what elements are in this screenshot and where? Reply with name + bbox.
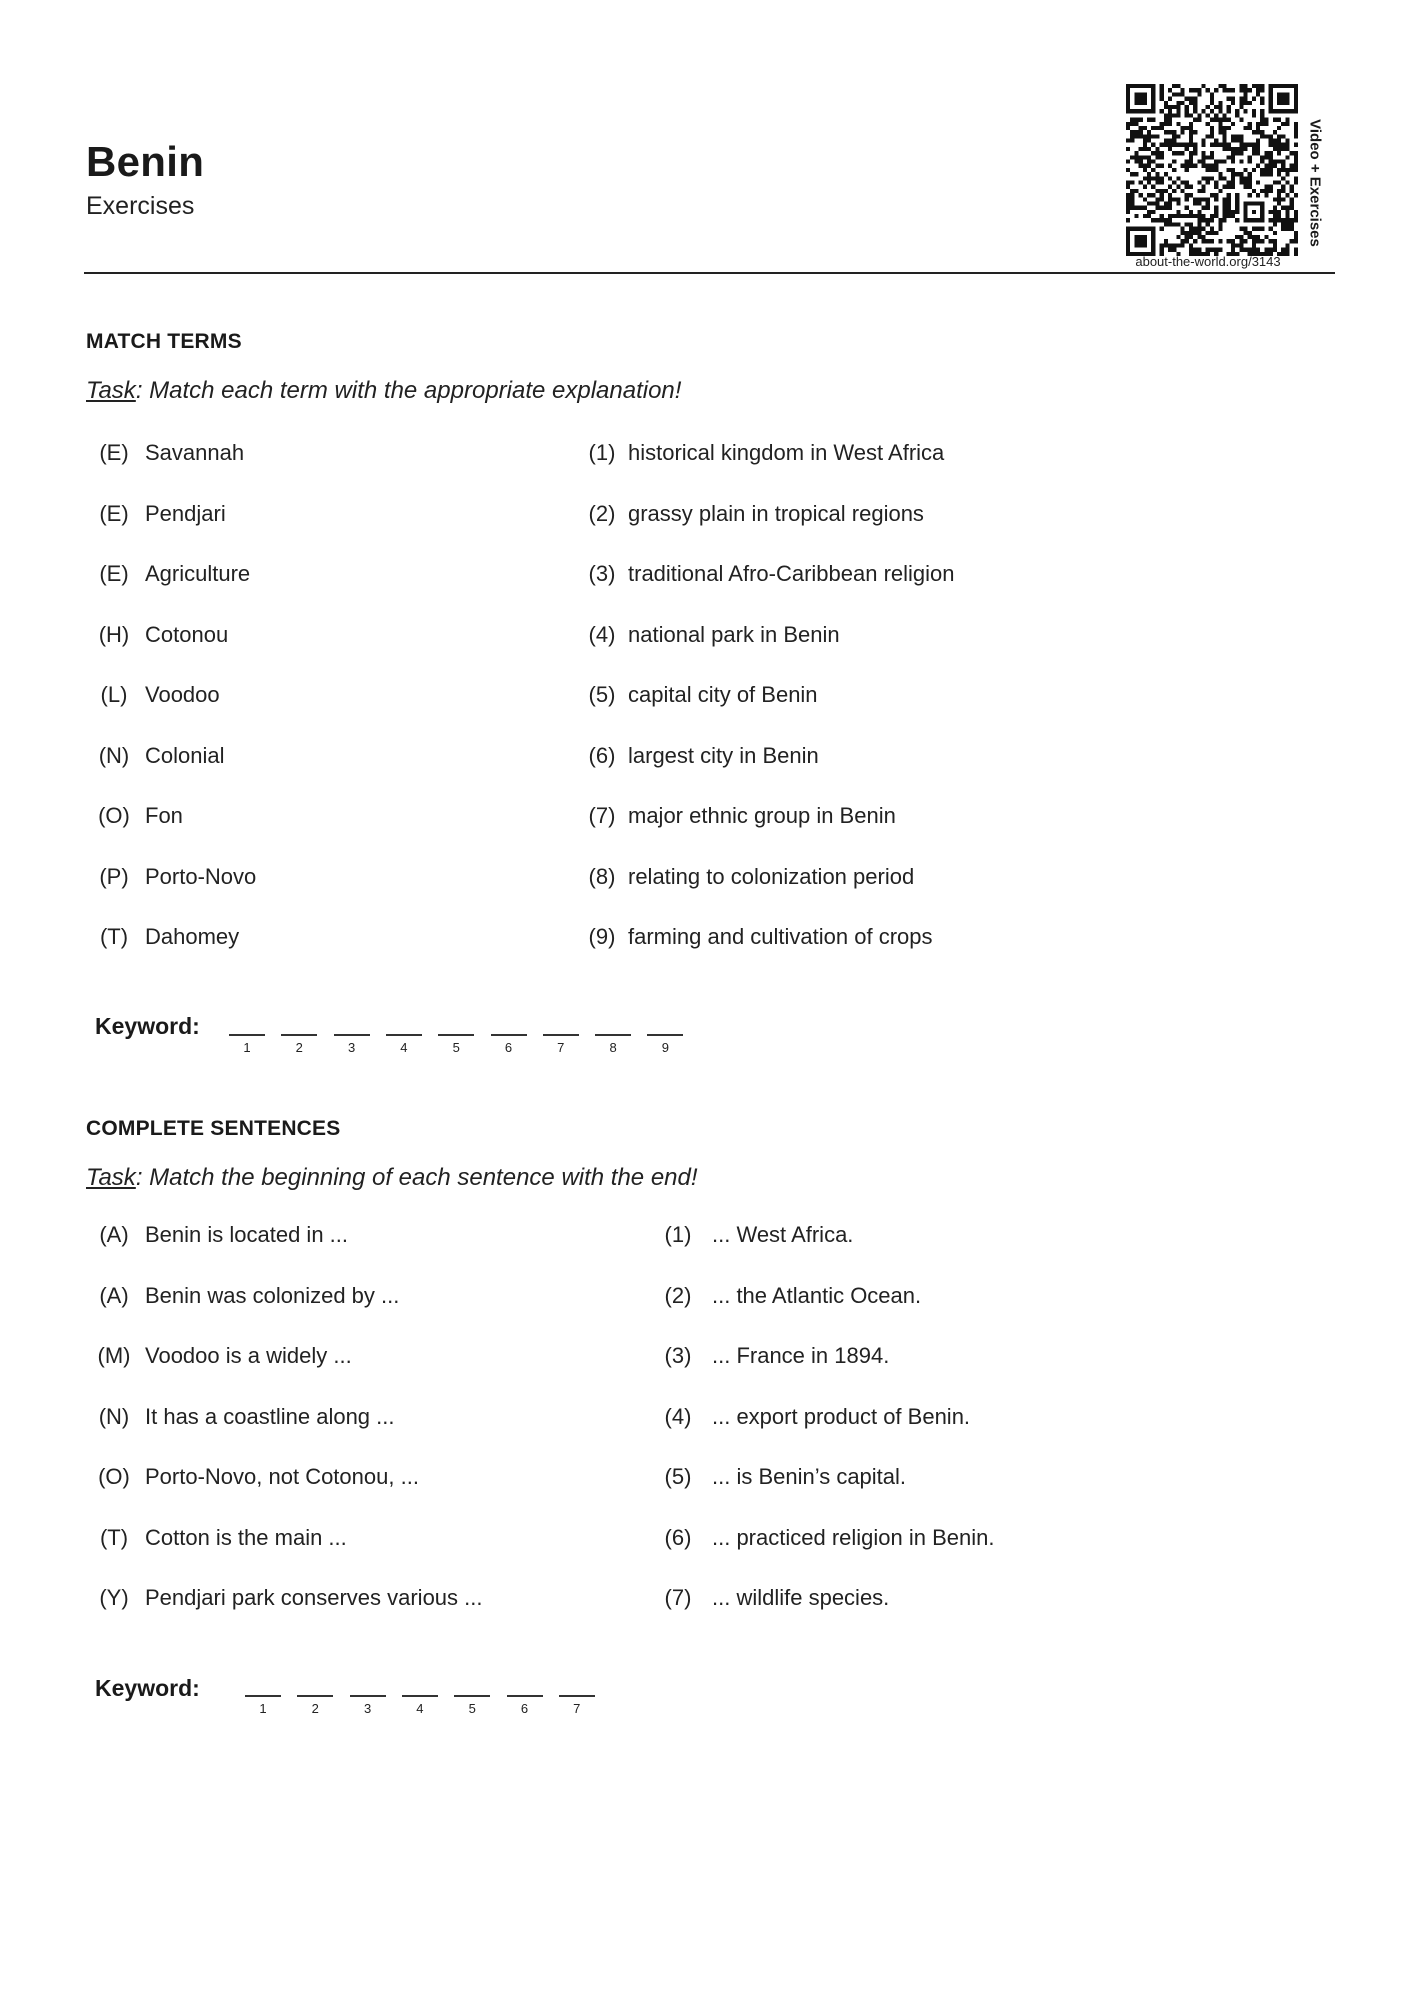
explanation-row-3 — [584, 561, 955, 587]
sentence-beginning-row-4 — [91, 1404, 395, 1430]
item-text: ... the Atlantic Ocean. — [712, 1282, 922, 1308]
item-text: Benin is located in ... — [145, 1222, 349, 1247]
item-number: (3) — [588, 561, 616, 586]
item-number: (7) — [664, 1585, 692, 1610]
item-text: ... export product of Benin. — [712, 1403, 971, 1429]
explanation-row-5 — [584, 682, 818, 708]
complete-sentences-heading: COMPLETE SENTENCES — [86, 1117, 341, 1140]
sentence-beginning-row-1 — [91, 1222, 348, 1248]
item-number: (9) — [588, 924, 616, 949]
item-number: (4) — [664, 1403, 692, 1429]
term-row-9 — [91, 924, 239, 950]
keyword-blank[interactable] — [559, 1695, 595, 1697]
item-letter: (E) — [99, 500, 129, 526]
item-number: (5) — [664, 1464, 692, 1489]
item-text: Porto-Novo — [145, 863, 257, 889]
item-text: Voodoo — [145, 682, 220, 707]
item-text: Agriculture — [145, 561, 251, 586]
item-text: grassy plain in tropical regions — [628, 500, 924, 526]
keyword-blank-number: 5 — [468, 1701, 476, 1716]
item-number: (1) — [588, 440, 616, 465]
keyword-blank[interactable] — [229, 1034, 265, 1036]
task-label: Task — [86, 377, 136, 404]
item-letter: (T) — [99, 924, 129, 949]
sentence-beginning-row-2 — [91, 1283, 399, 1309]
explanation-row-7 — [584, 803, 896, 829]
item-text: ... is Benin’s capital. — [712, 1464, 907, 1489]
keyword-blank[interactable] — [454, 1695, 490, 1697]
term-row-5 — [91, 682, 220, 708]
item-number: (7) — [588, 803, 616, 828]
item-text: historical kingdom in West Africa — [628, 440, 945, 465]
sentence-beginning-row-5 — [91, 1464, 419, 1490]
item-letter: (H) — [98, 621, 130, 647]
keyword-blank[interactable] — [543, 1034, 579, 1036]
sentence-ending-row-1 — [652, 1222, 853, 1248]
item-letter: (L) — [100, 682, 128, 707]
keyword-label: Keyword: — [95, 1675, 200, 1701]
term-row-4 — [91, 622, 228, 648]
item-text: relating to colonization period — [628, 863, 915, 889]
keyword-blank[interactable] — [595, 1034, 631, 1036]
keyword-blank[interactable] — [350, 1695, 386, 1697]
item-text: Pendjari — [145, 500, 226, 526]
item-letter: (A) — [99, 1222, 129, 1247]
item-text: farming and cultivation of crops — [628, 924, 933, 949]
item-text: Dahomey — [145, 924, 240, 949]
page-subtitle: Exercises — [86, 192, 195, 220]
keyword-blank[interactable] — [245, 1695, 281, 1697]
term-row-6 — [91, 743, 225, 769]
explanation-row-4 — [584, 622, 840, 648]
item-text: ... practiced religion in Benin. — [712, 1524, 995, 1550]
header-divider — [84, 272, 1335, 274]
item-letter: (N) — [98, 742, 130, 768]
term-row-8 — [91, 864, 256, 890]
keyword-blank[interactable] — [386, 1034, 422, 1036]
item-number: (2) — [664, 1282, 692, 1308]
term-row-2 — [91, 501, 226, 527]
keyword-blank-number: 2 — [311, 1701, 319, 1716]
item-text: Savannah — [145, 440, 245, 465]
task-text: : Match each term with the appropriate explanation! — [135, 377, 682, 404]
item-letter: (T) — [99, 1524, 129, 1550]
item-letter: (E) — [99, 561, 129, 586]
item-letter: (M) — [97, 1343, 131, 1368]
sentence-ending-row-5 — [652, 1464, 906, 1490]
explanation-row-8 — [584, 864, 914, 890]
item-number: (2) — [588, 500, 616, 526]
keyword-blank[interactable] — [402, 1695, 438, 1697]
item-text: Benin was colonized by ... — [145, 1282, 400, 1308]
keyword-blank[interactable] — [281, 1034, 317, 1036]
item-letter: (O) — [98, 803, 130, 828]
item-text: ... France in 1894. — [712, 1343, 890, 1368]
item-text: Colonial — [145, 742, 225, 768]
explanation-row-9 — [584, 924, 933, 950]
keyword-blank[interactable] — [438, 1034, 474, 1036]
item-text: Fon — [145, 803, 183, 828]
match-terms-task — [86, 377, 681, 405]
item-text: Cotton is the main ... — [145, 1524, 347, 1550]
item-letter: (A) — [99, 1282, 129, 1308]
sentence-ending-row-2 — [652, 1283, 921, 1309]
term-row-3 — [91, 561, 250, 587]
task-label: Task — [86, 1164, 136, 1191]
item-letter: (O) — [98, 1464, 130, 1489]
keyword-blank-number: 4 — [416, 1701, 424, 1716]
match-terms-heading: MATCH TERMS — [86, 330, 242, 353]
qr-side-label: Video + Exercises — [1306, 119, 1324, 247]
item-letter: (Y) — [99, 1585, 129, 1610]
keyword-blank[interactable] — [297, 1695, 333, 1697]
keyword-blank-number: 7 — [557, 1040, 565, 1055]
sentence-beginning-row-6 — [91, 1525, 347, 1551]
keyword-blank-number: 2 — [295, 1040, 303, 1055]
item-letter: (N) — [98, 1403, 130, 1429]
keyword-blank-number: 5 — [452, 1040, 460, 1055]
keyword-blank[interactable] — [491, 1034, 527, 1036]
explanation-row-2 — [584, 501, 924, 527]
item-letter: (P) — [99, 863, 129, 889]
sentence-ending-row-6 — [652, 1525, 995, 1551]
keyword-blank-number: 3 — [363, 1701, 372, 1716]
complete-sentences-task — [86, 1164, 698, 1192]
sentence-ending-row-7 — [652, 1585, 889, 1611]
item-text: ... wildlife species. — [712, 1585, 890, 1610]
keyword-blank-number: 4 — [400, 1040, 408, 1055]
item-number: (1) — [664, 1222, 692, 1247]
item-number: (3) — [664, 1343, 692, 1368]
item-text: Porto-Novo, not Cotonou, ... — [145, 1464, 419, 1489]
keyword-blank-number: 3 — [347, 1040, 356, 1055]
explanation-row-1 — [584, 440, 944, 466]
keyword-blank-number: 8 — [609, 1040, 617, 1055]
qr-code-icon[interactable] — [1126, 84, 1298, 256]
sentence-beginning-row-7 — [91, 1585, 483, 1611]
item-text: Pendjari park conserves various ... — [145, 1585, 483, 1610]
keyword-blank-number: 9 — [661, 1040, 669, 1055]
term-row-1 — [91, 440, 244, 466]
item-number: (5) — [588, 682, 616, 707]
sentence-ending-row-3 — [652, 1343, 889, 1369]
page-title: Benin — [86, 138, 205, 185]
task-text: : Match the beginning of each sentence with the end! — [135, 1164, 698, 1191]
item-text: national park in Benin — [628, 621, 840, 647]
keyword-blank[interactable] — [507, 1695, 543, 1697]
sentence-beginning-row-3 — [91, 1343, 352, 1369]
keyword-blank-number: 7 — [573, 1701, 581, 1716]
item-text: major ethnic group in Benin — [628, 803, 896, 828]
item-text: capital city of Benin — [628, 682, 818, 707]
term-row-7 — [91, 803, 183, 829]
keyword-blank[interactable] — [334, 1034, 370, 1036]
item-number: (4) — [588, 621, 616, 647]
keyword-label: Keyword: — [95, 1013, 200, 1039]
item-number: (8) — [588, 863, 616, 889]
keyword-blank[interactable] — [647, 1034, 683, 1036]
sentence-ending-row-4 — [652, 1404, 970, 1430]
keyword-blank-number: 6 — [520, 1701, 529, 1716]
item-number: (6) — [588, 742, 616, 768]
keyword-blank-number: 1 — [243, 1040, 251, 1055]
keyword-blank-number: 6 — [504, 1040, 513, 1055]
qr-url[interactable]: about-the-world.org/3143 — [1135, 254, 1281, 269]
keyword-blank-number: 1 — [259, 1701, 267, 1716]
item-text: traditional Afro-Caribbean religion — [628, 561, 955, 586]
item-text: Voodoo is a widely ... — [145, 1343, 352, 1368]
item-text: Cotonou — [145, 621, 229, 647]
item-letter: (E) — [99, 440, 129, 465]
item-text: It has a coastline along ... — [145, 1403, 395, 1429]
item-text: ... West Africa. — [712, 1222, 854, 1247]
item-text: largest city in Benin — [628, 742, 819, 768]
item-number: (6) — [664, 1524, 692, 1550]
explanation-row-6 — [584, 743, 819, 769]
